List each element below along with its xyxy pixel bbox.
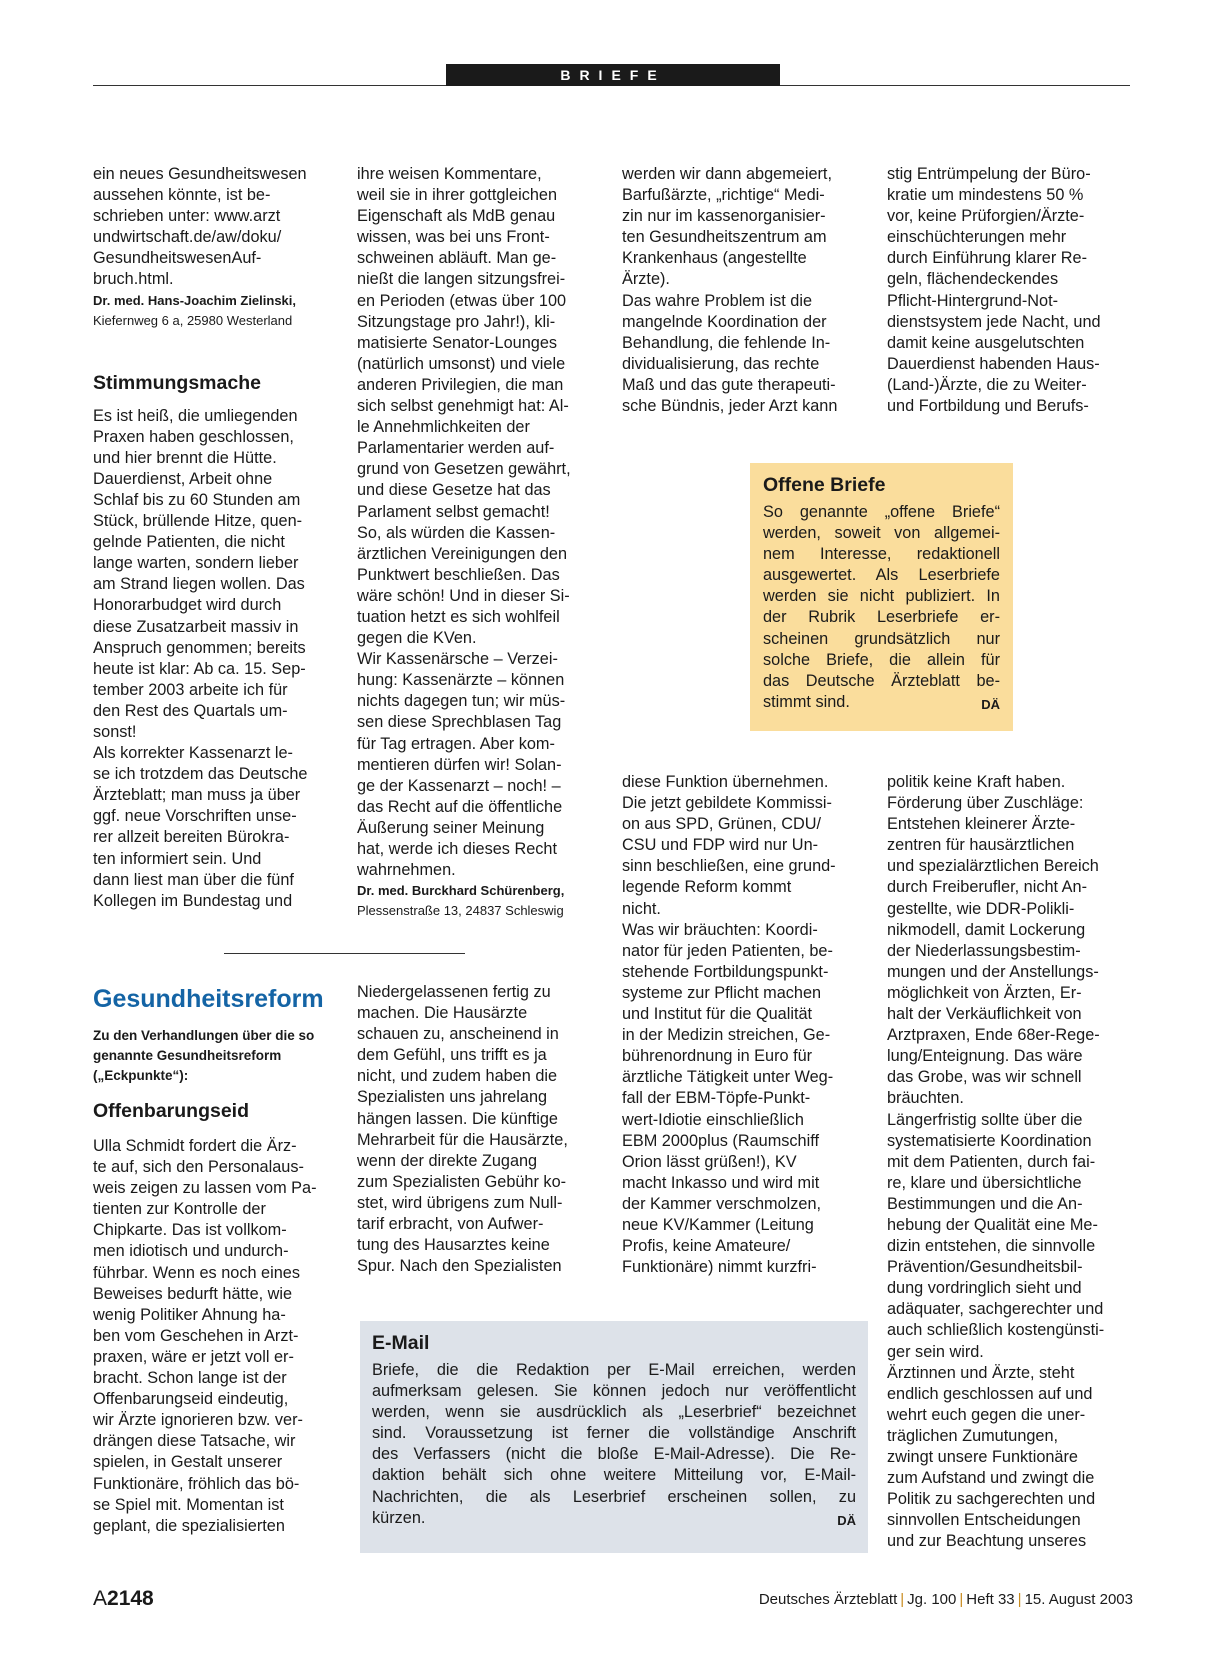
text-line: (natürlich umsonst) und viele [357,354,566,373]
text-line: weil sie in ihrer gottgleichen [357,186,558,205]
text-line: durch Freiberufler, nicht An- [887,878,1087,897]
text-line: le Annehmlichkeiten der [357,418,530,437]
text-line: Funktionäre) nimmt kurzfri- [622,1258,817,1277]
text-line: Prävention/Gesundheitsbil- [887,1258,1083,1277]
text-line: zwingt unsere Funktionäre [887,1448,1078,1466]
text-line: auch schließlich kostengünsti- [887,1321,1105,1340]
text-line: sinnvollen Entscheidungen [887,1511,1081,1530]
text-line: ge der Kassenarzt – noch! – [357,776,561,795]
text-line: endlich geschlossen auf und [887,1384,1093,1403]
text-line: des Verfassers (nicht die bloße E-Mail-Adresse). Die Re- [372,1445,856,1464]
text-line: tember 2003 arbeite ich für [93,680,288,699]
text-line: zin nur im kassenorganisier- [622,207,826,226]
text-line: praxen, wäre er jetzt voll er- [93,1347,294,1366]
text-line: wahrnehmen. [357,861,456,880]
text-line: stehende Fortbildungspunkt- [622,962,829,981]
text-line: stimmt sind. [763,692,850,711]
text-line: werden, wenn sie ausdrücklich als „Leserbrief“ bezeichnet [372,1403,856,1422]
letter-text [357,982,602,1277]
text-line: wehrt euch gegen die uner- [887,1405,1086,1424]
text-line: Offenbarungseid eindeutig, [93,1390,289,1409]
text-line: werden wir dann abgemeiert, [622,165,832,183]
text-line: Es ist heiß, die umliegenden [93,406,298,425]
text-line: Mehrarbeit für die Hausärzte, [357,1130,568,1149]
section-heading: Gesundheitsreform [93,985,324,1013]
text-line: Politik zu sachgerechten und [887,1490,1096,1509]
text-line: sich selbst genehmigt hat: Al- [357,397,569,416]
text-line: und diese Gesetze hat das [357,481,551,500]
journal-name: Deutsches Ärzteblatt [758,1591,898,1608]
text-line: stet, wird übrigens zum Null- [357,1193,563,1212]
text-line: ben vom Geschehen in Arzt- [93,1326,299,1345]
text-line: Als korrekter Kassenarzt le- [93,744,293,763]
text-line: rer allzeit bereiten Bürokra- [93,828,290,847]
text-line: sonst! [93,722,137,741]
signature-name: Dr. med. Burckhard Schürenberg, [357,883,565,899]
footer-citation: Deutsches Ärzteblatt | Jg. 100 | Heft 33 | 15. August 2003 [758,1591,1133,1608]
text-line: zum Aufstand und zwingt die [887,1469,1095,1488]
text-line: macht Inkasso und wird mit [622,1173,820,1192]
text-line: sind. Voraussetzung ist ferner die vollständige Anschrift [372,1424,856,1443]
text-line: systematisierte Koordination [887,1131,1092,1150]
column-3-mid [622,772,867,1278]
text-line: Was wir bräuchten: Koordi- [622,920,818,939]
text-line: Dauerdienst, Arbeit ohne [93,469,273,488]
text-line: wenig Politiker Ahnung ha- [93,1305,286,1324]
text-line: führbar. Wenn es noch eines [93,1263,300,1282]
letter-text [622,772,867,1278]
box-title: Offene Briefe [763,474,886,496]
text-line: bruch.html. [93,270,174,289]
column-1-top [93,164,333,912]
text-line: kürzen. [372,1508,426,1527]
text-line: solche Briefe, die allein für [763,650,1000,669]
letter-text [93,1136,333,1537]
text-line: nikmodell, damit Lockerung [887,920,1086,939]
text-line: machen. Die Hausärzte [357,1004,528,1023]
text-line: wir Ärzte ignorieren bzw. ver- [93,1411,303,1430]
text-line: Briefe, die die Redaktion per E-Mail erreichen, werden [372,1361,856,1379]
text-line: Arztpraxen, Ende 68er-Rege- [887,1026,1100,1045]
text-line: nießt die langen sitzungsfrei- [357,270,566,289]
text-line: Beweises bedurft hätte, wie [93,1284,293,1303]
text-line: mangelnde Koordination der [622,312,827,331]
text-line: halt der Verkäuflichkeit von [887,1005,1082,1024]
page-prefix: A [93,1587,108,1610]
text-line: Entstehen kleinerer Ärzte- [887,815,1076,834]
letter-text [93,406,333,912]
text-line: vor, keine Prüforgien/Ärzte- [887,207,1085,226]
text-line: anderen Privilegien, die man [357,375,564,394]
text-line: Chipkarte. Das ist vollkom- [93,1221,287,1240]
text-line: en Perioden (etwas über 100 [357,291,567,310]
text-line: aufmerksam gelesen. Sie können jedoch nur veröffentlicht [372,1382,856,1401]
offene-briefe-box [750,463,1013,731]
text-line: Längerfristig sollte über die [887,1110,1083,1129]
box-text [763,502,1000,713]
text-line: sen diese Sprechblasen Tag [357,713,562,732]
text-line: daktion behält sich ohne weitere Mitteilung vor, E-Mail- [372,1466,856,1485]
text-line: se ich trotzdem das Deutsche [93,765,308,784]
text-line: tarif erbracht, von Aufwer- [357,1215,544,1234]
text-line: (Land-)Ärzte, die zu Weiter- [887,375,1087,394]
text-line: hängen lassen. Die künftige [357,1109,558,1128]
text-line: wert-Idiotie einschließlich [622,1110,804,1129]
text-line: Ulla Schmidt fordert die Ärz- [93,1137,297,1155]
letter-text [887,772,1132,1552]
text-line: GesundheitswesenAuf- [93,249,262,268]
text-line: dividualisierung, das rechte [622,354,820,373]
text-line: Eigenschaft als MdB genau [357,207,556,226]
text-line: gelnde Patienten, die nicht [93,533,285,552]
text-line: adäquater, sachgerechter und [887,1300,1104,1319]
text-line: weis zeigen zu lassen vom Pa- [93,1179,317,1198]
text-line: Spezialisten uns jahrelang [357,1088,548,1107]
text-line: Sitzungstage pro Jahr!), kli- [357,312,556,331]
text-line: Kollegen im Bundestag und [93,891,293,910]
text-line: ihre weisen Kommentare, [357,165,542,183]
text-line: mentieren dürfen wir! Solan- [357,755,562,774]
text-line: ärztlichen Vereinigungen den [357,544,568,563]
text-line: hat, werde ich dieses Recht [357,840,558,858]
text-line: Niedergelassenen fertig zu [357,983,551,1001]
text-line: dem Gefühl, uns trifft es ja [357,1046,547,1065]
text-line: Ärztinnen und Ärzte, steht [887,1363,1075,1382]
letter-text [887,164,1132,417]
text-line: drängen diese Tatsache, wir [93,1432,296,1451]
text-line: und Institut für die Qualität [622,1005,813,1024]
text-line: diese Funktion übernehmen. [622,773,829,791]
text-line: te auf, sich den Personalaus- [93,1158,304,1177]
text-line: Schlaf bis zu 60 Stunden am [93,490,301,509]
editor-sign: DÄ [981,696,1000,712]
text-line: Nachrichten, die als Leserbrief erscheinen sollen, zu [372,1487,856,1506]
column-2-bottom [357,982,602,1277]
text-line: EBM 2000plus (Raumschiff [622,1131,819,1150]
letter-text [357,164,602,881]
text-line: geplant, die spezialisierten [93,1516,285,1535]
text-line: Funktionäre, fröhlich das bö- [93,1474,300,1493]
topic-lead: Zu den Verhandlungen über die so genannte Gesundheitsreform („Eckpunkte“): [93,1028,315,1083]
text-line: bührenordnung in Euro für [622,1047,813,1066]
text-line: nicht. [622,899,661,918]
section-tag: BRIEFE [446,64,780,86]
text-line: der Rubrik Leserbriefe er- [763,608,1000,627]
text-line: bracht. Schon lange ist der [93,1369,287,1388]
text-line: nichts dagegen tun; wir müs- [357,692,566,711]
text-line: in der Medizin streichen, Ge- [622,1026,831,1045]
letter-text [93,164,333,291]
text-line: Praxen haben geschlossen, [93,427,294,446]
text-line: ärztliche Tätigkeit unter Weg- [622,1068,834,1087]
text-line: werden, soweit von allgemei- [763,524,1000,543]
text-line: Ärzte). [622,270,670,289]
text-line: am Strand liegen wollen. Das [93,575,305,594]
text-line: ggf. neue Vorschriften unse- [93,807,297,826]
page-number-value: 2148 [107,1587,154,1610]
page-number [93,1586,154,1612]
text-line: Das wahre Problem ist die [622,291,813,310]
text-line: Bestimmungen und die An- [887,1194,1083,1213]
text-line: Ärzteblatt; man muss ja über [93,786,301,805]
column-4-mid [887,772,1132,1552]
text-line: Punktwert beschließen. Das [357,565,560,584]
text-line: Profis, keine Amateure/ [622,1237,791,1256]
text-line: zentren für hausärztlichen [887,836,1075,855]
text-line: Orion lässt grüßen!), KV [622,1152,797,1171]
letter-heading: Offenbarungseid [93,1100,250,1122]
text-line: matisierte Senator-Lounges [357,333,558,352]
text-line: Äußerung seiner Meinung [357,818,545,837]
text-line: dann liest man über die fünf [93,870,294,889]
text-line: möglichkeit von Ärzten, Er- [887,983,1082,1002]
box-text [372,1360,856,1529]
text-line: tuation hetzt es sich wohlfeil [357,607,560,626]
text-line: zum Spezialisten Gebühr ko- [357,1172,567,1191]
text-line: aussehen könnte, ist be- [93,186,271,205]
volume: Jg. 100 [907,1591,957,1608]
text-line: nem Interesse, redaktionell [763,545,1000,564]
text-line: Krankenhaus (angestellte [622,249,807,268]
text-line: on aus SPD, Grünen, CDU/ [622,815,822,834]
text-line: sche Bündnis, jeder Arzt kann [622,397,838,416]
text-line: legende Reform kommt [622,878,792,897]
text-line: mungen und der Anstellungs- [887,962,1099,981]
text-line: dienstsystem jede Nacht, und [887,312,1101,331]
text-line: So, als würden die Kassen- [357,523,556,542]
column-4-top [887,164,1132,417]
text-line: das Recht auf die öffentliche [357,797,563,816]
text-line: tung des Hausarztes keine [357,1236,550,1255]
text-line: der Niederlassungsbestim- [887,941,1081,960]
column-3-top [622,164,867,417]
text-line: fall der EBM-Töpfe-Punkt- [622,1089,811,1108]
text-line: der Kammer verschmolzen, [622,1194,822,1213]
text-line: Die jetzt gebildete Kommissi- [622,794,832,813]
date: 15. August 2003 [1024,1591,1133,1608]
editor-sign: DÄ [837,1512,856,1528]
text-line: ausgewertet. Als Leserbriefe [763,566,1000,585]
text-line: Stück, brüllende Hitze, quen- [93,512,303,531]
text-line: Förderung über Zuschläge: [887,794,1084,813]
text-line: schauen zu, anscheinend in [357,1025,559,1044]
text-line: sinn beschließen, eine grund- [622,857,836,876]
text-line: einschüchterungen mehr [887,228,1067,247]
column-2-top [357,164,602,921]
text-line: das Grobe, was wir schnell [887,1068,1082,1087]
signature [93,291,333,331]
text-line: Behandlung, die fehlende In- [622,333,831,352]
signature-name: Dr. med. Hans-Joachim Zielinski, [93,292,297,308]
text-line: CSU und FDP wird nur Un- [622,836,819,855]
text-line: Anspruch genommen; bereits [93,638,306,657]
text-line: den Rest des Quartals um- [93,701,288,720]
text-line: grund von Gesetzen gewährt, [357,460,571,479]
text-line: dung vordringlich sieht und [887,1279,1082,1298]
text-line: neue KV/Kammer (Leitung [622,1215,814,1234]
text-line: Parlamentarier werden auf- [357,439,555,458]
letter-heading: Stimmungsmache [93,371,261,394]
text-line: scheinen grundsätzlich nur [763,629,1000,648]
signature-address: Plessenstraße 13, 24837 Schleswig [357,903,564,919]
box-title: E-Mail [372,1332,430,1354]
text-line: und spezialärztlichen Bereich [887,857,1099,876]
text-line: und Fortbildung und Berufs- [887,397,1089,416]
text-line: kratie um mindestens 50 % [887,186,1084,205]
text-line: nicht, und zudem haben die [357,1067,558,1086]
text-line: gestellte, wie DDR-Polikli- [887,899,1075,918]
text-line: damit keine ausgelutschten [887,333,1085,352]
text-line: mit dem Patienten, durch fai- [887,1152,1096,1171]
text-line: das Deutsche Ärzteblatt be- [763,671,1000,690]
text-line: Barfußärzte, „richtige“ Medi- [622,186,825,205]
text-line: und hier brennt die Hütte. [93,448,277,467]
text-line: tienten zur Kontrolle der [93,1200,266,1219]
email-box [360,1321,868,1553]
text-line: ten Gesundheitszentrum am [622,228,827,247]
text-line: heute ist klar: Ab ca. 15. Sep- [93,659,306,678]
text-line: dizin entstehen, die sinnvolle [887,1237,1096,1256]
text-line: Maß und das gute therapeuti- [622,375,836,394]
text-line: diese Zusatzarbeit massiv in [93,617,299,636]
text-line: hung: Kassenärzte – können [357,671,565,690]
text-line: ein neues Gesundheitswesen [93,165,307,183]
text-line: träglichen Zumutungen, [887,1426,1059,1445]
signature [357,881,602,921]
text-line: geln, flächendeckendes [887,270,1059,289]
text-line: So genannte „offene Briefe“ [763,503,1000,521]
text-line: nator für jeden Patienten, be- [622,941,833,960]
text-line: wenn der direkte Zugang [357,1151,538,1170]
text-line: durch Einführung klarer Re- [887,249,1087,268]
letter-text [622,164,867,417]
text-line: systeme zur Pflicht machen [622,983,822,1002]
text-line: undwirtschaft.de/aw/doku/ [93,228,282,247]
text-line: Spur. Nach den Spezialisten [357,1257,562,1276]
text-line: hebung der Qualität eine Me- [887,1215,1098,1234]
text-line: politik keine Kraft haben. [887,773,1066,791]
text-line: Pflicht-Hintergrund-Not- [887,291,1059,310]
text-line: stig Entrümpelung der Büro- [887,165,1091,183]
text-line: ten informiert sein. Und [93,849,262,868]
text-line: gegen die KVen. [357,629,477,648]
text-line: spielen, in Gestalt unserer [93,1453,283,1472]
issue: Heft 33 [966,1591,1015,1608]
text-line: für Tag ertragen. Aber kom- [357,734,555,753]
column-1-bottom [93,984,333,1537]
text-line: bräuchten. [887,1089,964,1108]
text-line: schweinen abläuft. Man ge- [357,249,557,268]
text-line: ger sein wird. [887,1342,984,1361]
signature-address: Kiefernweg 6 a, 25980 Westerland [93,312,293,328]
text-line: re, klare und übersichtliche [887,1173,1082,1192]
text-line: Wir Kassenärsche – Verzei- [357,650,558,669]
text-line: se Spiel mit. Momentan ist [93,1495,284,1514]
text-line: wäre schön! Und in dieser Si- [357,586,570,605]
text-line: wissen, was bei uns Front- [357,228,550,247]
text-line: lange warten, sondern lieber [93,554,299,573]
text-line: lung/Enteignung. Das wäre [887,1047,1083,1066]
text-line: werden sie nicht publiziert. In [763,587,1000,606]
text-line: Dauerdienst habenden Haus- [887,354,1100,373]
text-line: und zur Beachtung unseres [887,1532,1087,1551]
text-line: schrieben unter: www.arzt [93,207,281,226]
text-line: men idiotisch und undurch- [93,1242,289,1261]
text-line: Honorarbudget wird durch [93,596,282,615]
divider [224,953,465,954]
text-line: Parlament selbst gemacht! [357,502,550,521]
